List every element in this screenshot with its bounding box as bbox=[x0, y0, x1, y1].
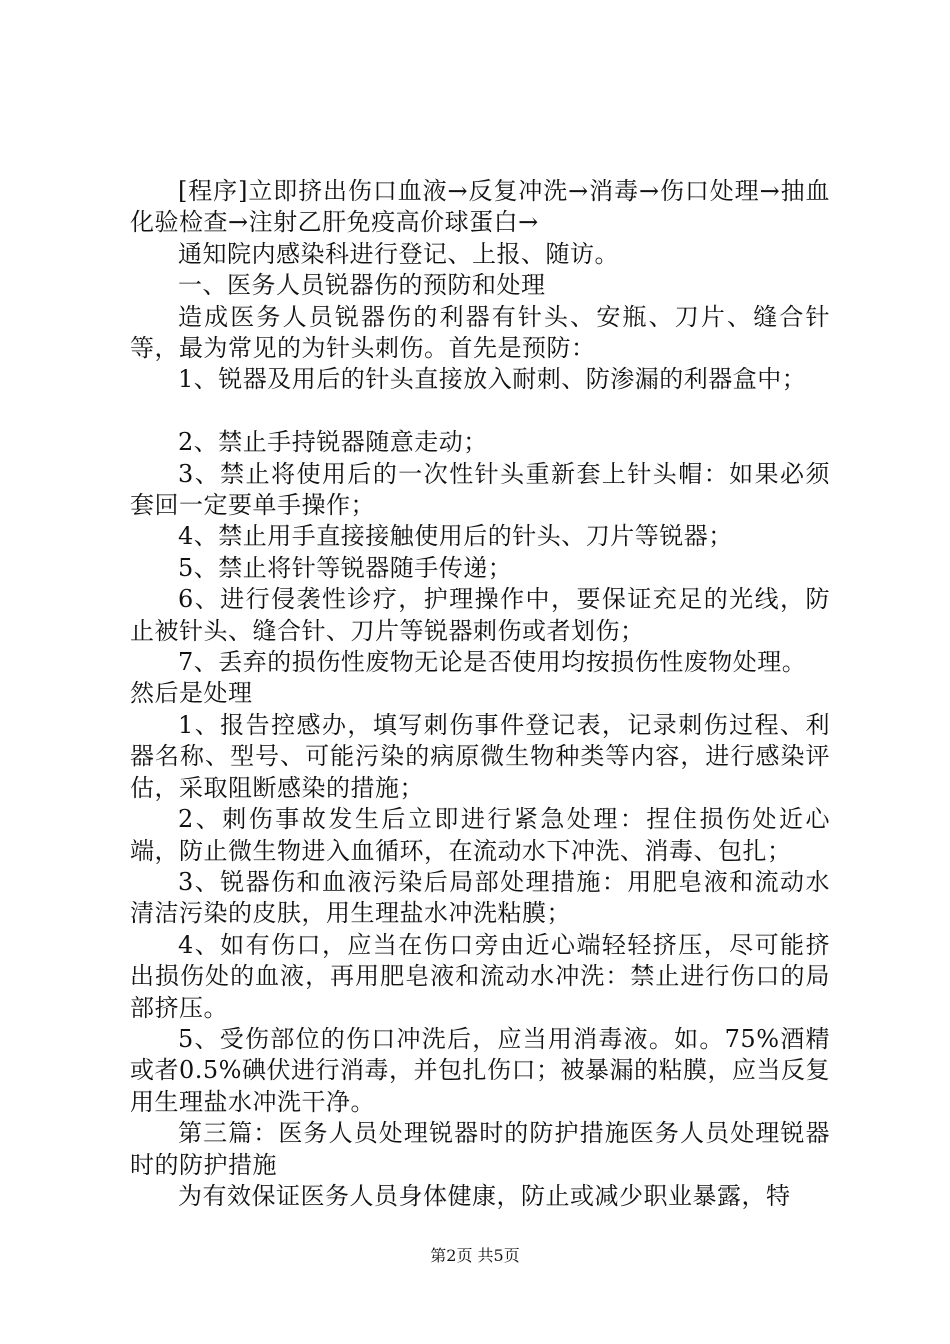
page-footer bbox=[0, 1243, 950, 1266]
handling-item-3: 3、锐器伤和血液污染后局部处理措施：用肥皂液和流动水清洁污染的皮肤，用生理盐水冲洗粘膜； bbox=[130, 867, 830, 928]
paragraph-procedure: [程序]立即挤出伤口血液→反复冲洗→消毒→伤口处理→抽血化验检查→注射乙肝免疫高价球蛋白→ bbox=[130, 177, 830, 237]
prevention-item-3: 3、禁止将使用后的一次性针头重新套上针头帽：如果必须套回一定要单手操作； bbox=[130, 459, 830, 520]
paragraph-part-three-intro: 为有效保证医务人员身体健康，防止或减少职业暴露，特 bbox=[178, 1181, 791, 1210]
prevention-item-6: 6、进行侵袭性诊疗，护理操作中，要保证充足的光线，防止被针头、缝合针、刀片等锐器刺伤或者划伤； bbox=[130, 585, 830, 645]
prevention-item-4: 4、禁止用手直接接触使用后的针头、刀片等锐器； bbox=[178, 522, 733, 551]
prevention-item-5: 5、禁止将针等锐器随手传递； bbox=[178, 553, 513, 582]
handling-item-5: 5、受伤部位的伤口冲洗后，应当用消毒液。如。75%酒精或者0.5%碘伏进行消毒，并包扎伤口；被暴漏的粘膜，应当反复用生理盐水冲洗干净。 bbox=[130, 1024, 830, 1116]
prevention-item-2: 2、禁止手持锐器随意走动； bbox=[178, 428, 488, 457]
handling-item-2: 2、刺伤事故发生后立即进行紧急处理：捏住损伤处近心端，防止微生物进入血循环，在流动水下冲洗、消毒、包扎； bbox=[130, 805, 830, 865]
handling-item-1: 1、报告控感办，填写刺伤事件登记表，记录刺伤过程、利器名称、型号、可能污染的病原微生物种类等内容，进行感染评估，采取阻断感染的措施； bbox=[130, 710, 830, 802]
prevention-item-7: 7、丢弃的损伤性废物无论是否使用均按损伤性废物处理。 bbox=[178, 648, 807, 677]
prevention-item-1: 1、锐器及用后的针头直接放入耐刺、防渗漏的利器盒中； bbox=[178, 365, 807, 394]
paragraph-then-handling: 然后是处理 bbox=[130, 679, 253, 708]
paragraph-notify: 通知院内感染科进行登记、上报、随访。 bbox=[178, 239, 619, 268]
section-heading-sharps-injury: 一、医务人员锐器伤的预防和处理 bbox=[178, 271, 546, 300]
document-body bbox=[130, 176, 830, 1212]
handling-item-4: 4、如有伤口，应当在伤口旁由近心端轻轻挤压，尽可能挤出损伤处的血液，再用肥皂液和流动水冲洗：禁止进行伤口的局部挤压。 bbox=[130, 930, 830, 1022]
page-number: 第2页 共5页 bbox=[430, 1246, 520, 1265]
section-heading-part-three: 第三篇：医务人员处理锐器时的防护措施医务人员处理锐器时的防护措施 bbox=[130, 1119, 830, 1179]
paragraph-intro: 造成医务人员锐器伤的利器有针头、安瓶、刀片、缝合针等，最为常见的为针头刺伤。首先是预防： bbox=[130, 302, 830, 363]
